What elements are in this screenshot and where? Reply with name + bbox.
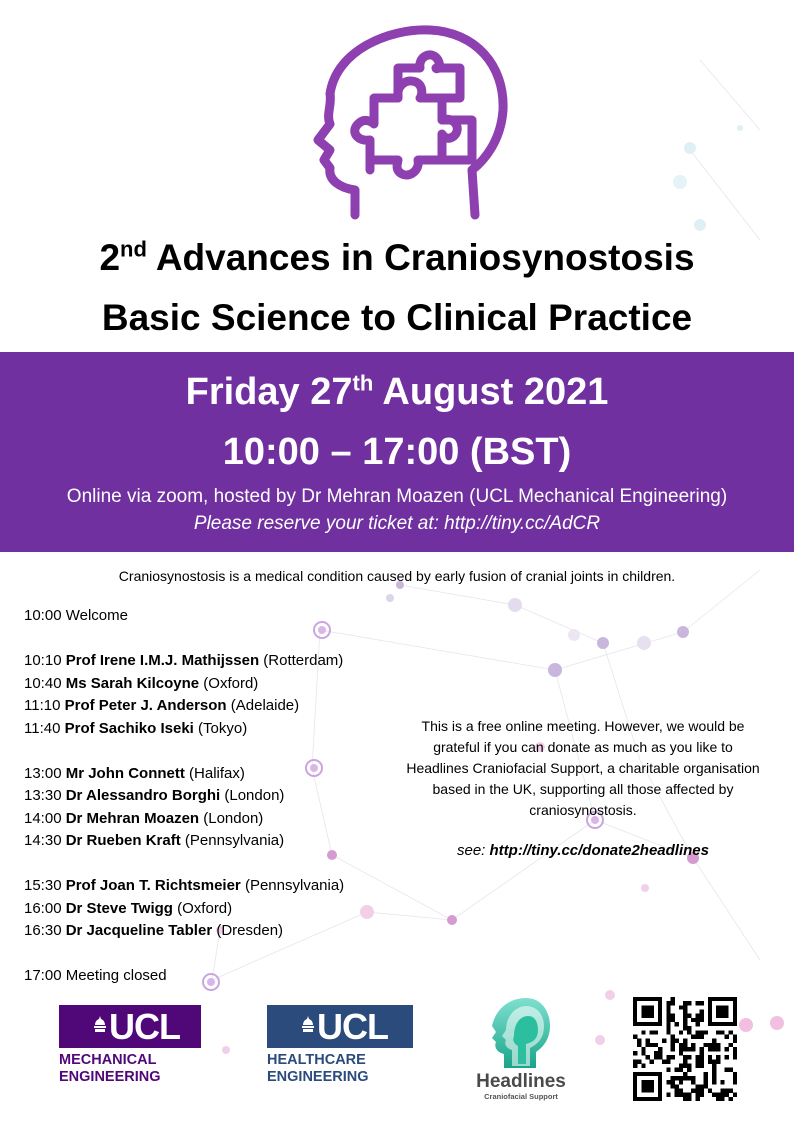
schedule-row: [24, 876, 424, 899]
speaker-location: (Oxford): [177, 899, 233, 917]
schedule-row: [24, 831, 424, 854]
headlines-head-icon: [490, 996, 552, 1070]
schedule-row: [24, 606, 424, 629]
speaker-location: (Pennsylvania): [244, 877, 345, 894]
schedule-row: [24, 719, 424, 742]
schedule-time: 11:10: [24, 697, 61, 714]
schedule-row: [24, 651, 424, 674]
schedule-row: [24, 809, 424, 832]
speaker-name: Prof Irene I.M.J. Mathijssen: [65, 652, 260, 669]
speaker-name: Dr Mehran Moazen: [65, 809, 200, 827]
intro-text: Craniosynostosis is a medical condition caused by early fusion of cranial joints in children.: [118, 568, 676, 584]
schedule-row: [24, 786, 424, 809]
donate-line: see: http://tiny.cc/donate2headlines: [456, 842, 709, 859]
speaker-location: (Halifax): [189, 764, 245, 782]
head-puzzle-icon: [300, 20, 515, 225]
schedule-spacer: [24, 854, 424, 877]
speaker-name: Dr Steve Twigg: [65, 899, 173, 917]
schedule-list: [24, 606, 424, 989]
schedule-row: [24, 764, 424, 787]
speaker-name: Prof Peter J. Anderson: [64, 697, 227, 714]
schedule-row: [24, 696, 424, 719]
event-time: 10:00 – 17:00 (BST): [222, 431, 572, 473]
headlines-logo: Headlines Craniofacial Support: [466, 996, 576, 1102]
speaker-name: Dr Alessandro Borghi: [65, 787, 221, 804]
speaker-location: (Tokyo): [198, 719, 248, 737]
schedule-time: 15:30: [24, 877, 62, 894]
speaker-location: (Dresden): [216, 922, 284, 939]
ucl-dome-icon: [93, 1015, 107, 1033]
schedule-time: 10:40: [24, 674, 62, 692]
schedule-row: [24, 966, 424, 989]
speaker-location: (Oxford): [203, 674, 259, 692]
schedule-time: 10:10: [24, 652, 62, 669]
schedule-spacer: [24, 944, 424, 967]
speaker-location: (London): [224, 787, 285, 804]
speaker-location: (London): [203, 809, 264, 827]
schedule-spacer: [24, 741, 424, 764]
schedule-time: 11:40: [24, 719, 61, 737]
ucl-mechanical-engineering-logo: UCL MECHANICAL ENGINEERING: [59, 1005, 201, 1093]
schedule-time: 16:00: [24, 899, 62, 917]
schedule-item: Meeting closed: [65, 967, 167, 984]
ucl-dome-icon: [301, 1015, 315, 1033]
speaker-name: Mr John Connett: [65, 764, 185, 782]
schedule-spacer: [24, 629, 424, 652]
event-title-line1: 2nd Advances in Craniosynostosis: [99, 236, 695, 278]
speaker-name: Prof Sachiko Iseki: [64, 719, 194, 737]
speaker-name: Prof Joan T. Richtsmeier: [65, 877, 241, 894]
event-host: Online via zoom, hosted by Dr Mehran Moazen (UCL Mechanical Engineering): [66, 486, 728, 507]
speaker-location: (Rotterdam): [263, 652, 344, 669]
schedule-time: 13:00: [24, 764, 62, 782]
schedule-time: 16:30: [24, 922, 62, 939]
event-banner: [0, 352, 794, 552]
speaker-name: Dr Jacqueline Tabler: [65, 922, 213, 939]
donate-link[interactable]: http://tiny.cc/donate2headlines: [489, 842, 709, 859]
schedule-item: Welcome: [65, 607, 128, 624]
schedule-time: 17:00: [24, 967, 62, 984]
schedule-time: 14:30: [24, 832, 62, 849]
schedule-row: [24, 674, 424, 697]
speaker-location: (Pennsylvania): [184, 832, 285, 849]
ucl-healthcare-engineering-logo: UCL HEALTHCARE ENGINEERING: [267, 1005, 413, 1093]
speaker-name: Dr Rueben Kraft: [65, 832, 181, 849]
qr-code-icon[interactable]: [633, 997, 737, 1101]
event-date: Friday 27th August 2021: [185, 370, 609, 413]
schedule-time: 10:00: [24, 607, 62, 624]
schedule-time: 13:30: [24, 787, 62, 804]
reserve-ticket-link[interactable]: Please reserve your ticket at: http://tiny.cc/AdCR: [193, 513, 601, 534]
schedule-time: 14:00: [24, 809, 62, 827]
donate-text: This is a free online meeting. However, we would be grateful if you can donate as much as you like to Headlines Craniofacial Support, a charitable organisation based in the UK, supporting all those affected by craniosynostosis.: [406, 718, 760, 818]
event-title-line2: Basic Science to Clinical Practice: [101, 297, 693, 338]
schedule-row: [24, 899, 424, 922]
speaker-name: Ms Sarah Kilcoyne: [65, 674, 200, 692]
speaker-location: (Adelaide): [230, 697, 300, 714]
schedule-row: [24, 921, 424, 944]
